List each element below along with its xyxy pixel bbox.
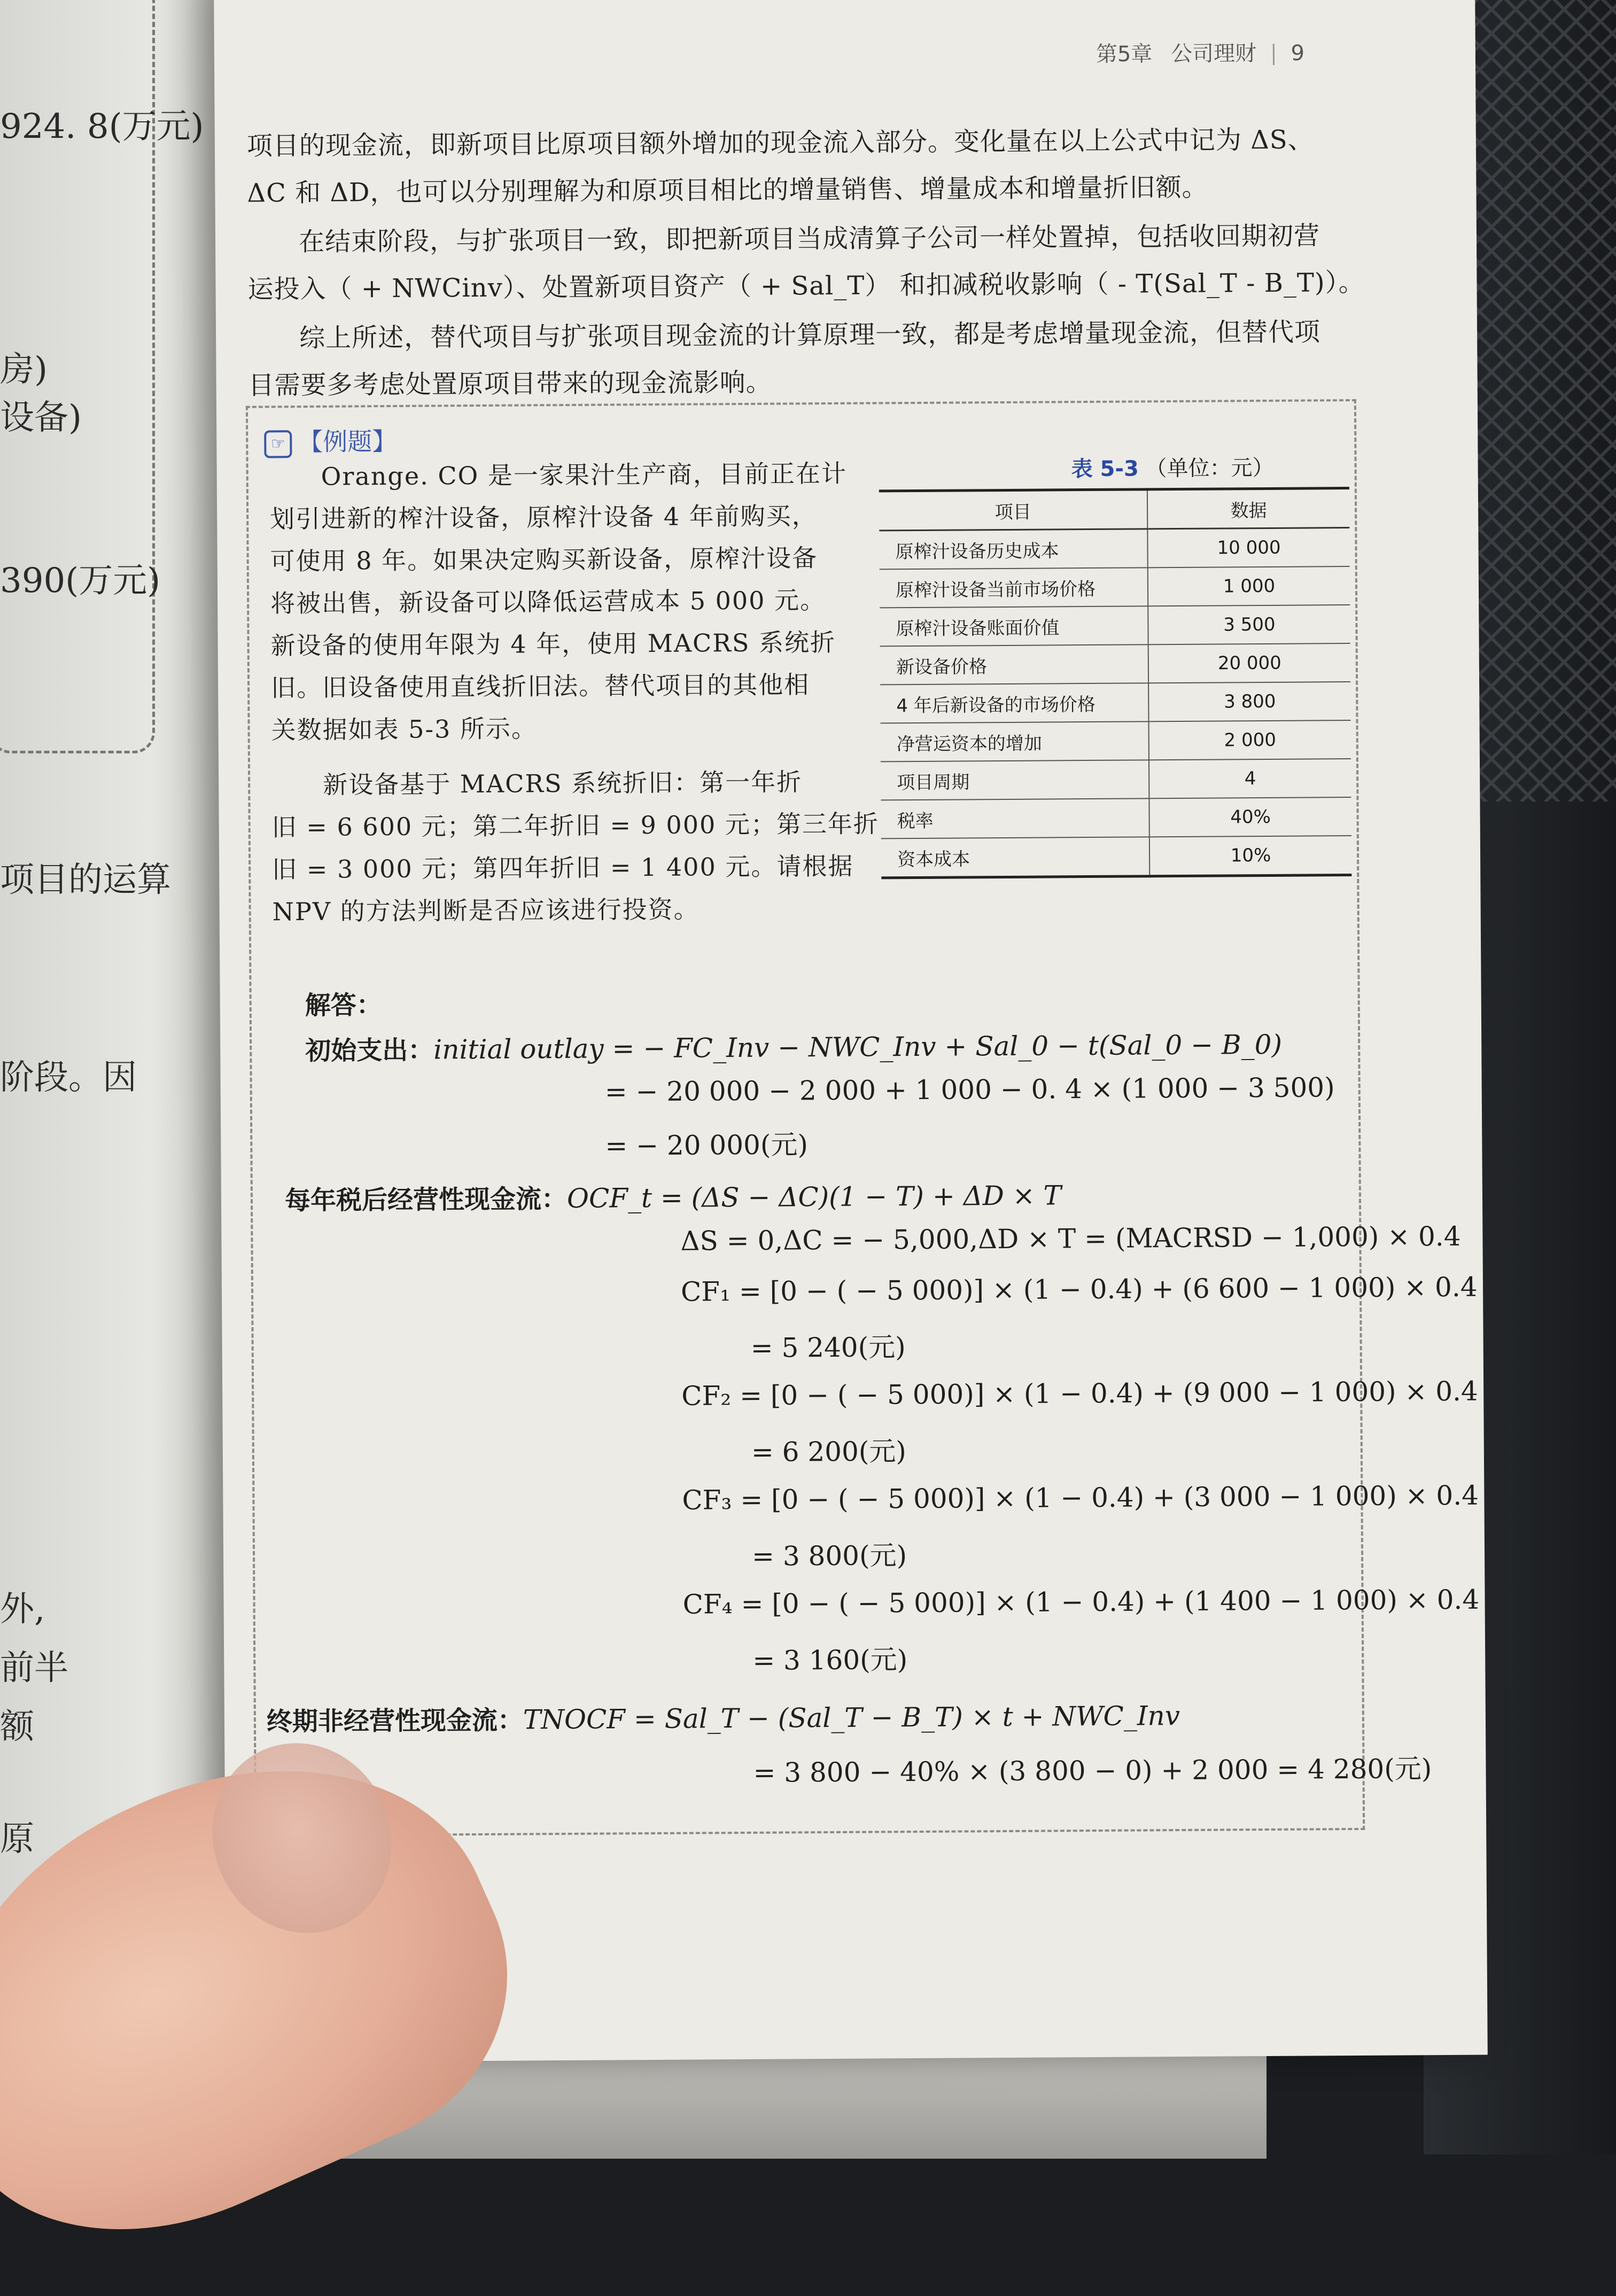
- table-row: [880, 643, 1350, 684]
- left-fragment: 390(万元): [0, 561, 161, 601]
- text-line: 旧。旧设备使用直线折旧法。替代项目的其他相: [270, 670, 810, 703]
- table-caption: [1071, 451, 1273, 482]
- table-header-row: [879, 488, 1349, 531]
- left-fragment: 924. 8(万元): [0, 107, 204, 146]
- left-fragment: 额: [0, 1707, 34, 1747]
- table-row: [880, 605, 1350, 646]
- tnocf-calc: = 3 800 − 40% × (3 800 − 0) + 2 000 = 4 280(元): [753, 1753, 1432, 1788]
- table-cell-value: 1 000: [1148, 566, 1350, 606]
- example-problem-text: [269, 453, 880, 933]
- text-line: 综上所述，替代项目与扩张项目现金流的计算原理一致，都是考虑增量现金流，但替代项: [299, 317, 1321, 354]
- chapter-label: 第5章: [1096, 42, 1153, 67]
- text-line: 旧 = 3 000 元；第四年折旧 = 1 400 元。请根据: [272, 851, 854, 884]
- table-unit: （单位：元）: [1145, 455, 1274, 481]
- table-cell-item: 资本成本: [881, 837, 1149, 878]
- text-line: 目需要多考虑处置原项目带来的现金流影响。: [248, 367, 772, 401]
- text-line: 关数据如表 5-3 所示。: [271, 714, 538, 745]
- left-fragment: 房): [0, 350, 48, 390]
- chapter-title: 公司理财: [1170, 41, 1257, 67]
- table-body: [879, 528, 1351, 878]
- table-cell-item: 4 年后新设备的市场价格: [880, 683, 1148, 723]
- table-row: [879, 528, 1349, 570]
- text-line: 划引进新的榨汁设备，原榨汁设备 4 年前购买，: [270, 501, 818, 534]
- table-cell-value: 20 000: [1148, 643, 1350, 683]
- text-line: Orange. CO 是一家果汁生产商，目前正在计: [321, 458, 848, 491]
- cf2-result: = 6 200(元): [751, 1436, 906, 1468]
- example-box: [246, 399, 1480, 1837]
- left-fragment: 设备): [0, 398, 82, 438]
- solution-heading-text: 解答：: [305, 990, 382, 1021]
- left-fragment: 原: [0, 1819, 34, 1859]
- column-header: 项目: [879, 489, 1147, 531]
- intro-paragraph-1: [247, 115, 1423, 216]
- left-fragment: 项目的运算: [0, 860, 171, 900]
- table-row: [880, 682, 1350, 723]
- initial-outlay-formula: initial outlay = − FC_Inv − NWC_Inv + Sal_0 − t(Sal_0 − B_0): [433, 1029, 1283, 1065]
- table-cell-item: 原榨汁设备当前市场价格: [880, 567, 1148, 608]
- table-cell-value: 40%: [1149, 797, 1351, 837]
- column-header: 数据: [1147, 488, 1349, 529]
- data-table: [879, 487, 1351, 879]
- table-cell-item: 税率: [881, 798, 1149, 838]
- table-cell-value: 2 000: [1149, 720, 1351, 760]
- text-line: 项目的现金流，即新项目比原项目额外增加的现金流入部分。变化量在以上公式中记为 ΔS、: [246, 124, 1314, 161]
- text-line: 运投入（ + NWCinv）、处置新项目资产（ + Sal_T） 和扣减税收影响（ - T(Sal_T - B_T)）。: [247, 267, 1365, 305]
- table-cell-item: 原榨汁设备历史成本: [879, 529, 1147, 570]
- intro-paragraph-2: [247, 212, 1424, 313]
- left-fragment: 前半: [0, 1648, 68, 1688]
- running-header: [1096, 36, 1304, 68]
- text-line: 将被出售，新设备可以降低运营成本 5 000 元。: [270, 586, 826, 618]
- example-title: [264, 422, 397, 458]
- cf4-formula: CF₄ = [0 − ( − 5 000)] × (1 − 0.4) + (1 400 − 1 000) × 0.4: [682, 1584, 1480, 1620]
- ocf-label: 每年税后经营性现金流：: [284, 1184, 568, 1216]
- ocf-given: ΔS = 0,ΔC = − 5,000,ΔD × T = (MACRSD − 1,000) × 0.4: [680, 1220, 1461, 1257]
- table-row: [881, 797, 1351, 838]
- page-number: 9: [1291, 41, 1305, 66]
- pointing-hand-icon: ☞: [264, 430, 292, 458]
- example-title-text: 【例题】: [298, 426, 397, 457]
- table-row: [881, 720, 1351, 761]
- text-line: ΔC 和 ΔD，也可以分别理解为和原项目相比的增量销售、增量成本和增量折旧额。: [247, 172, 1208, 208]
- cf3-formula: CF₃ = [0 − ( − 5 000)] × (1 − 0.4) + (3 000 − 1 000) × 0.4: [682, 1480, 1479, 1516]
- table-cell-value: 10 000: [1147, 528, 1349, 568]
- solution-heading: [305, 984, 382, 1022]
- table-cell-item: 原榨汁设备账面价值: [880, 606, 1148, 646]
- left-fragment: 阶段。因: [0, 1058, 137, 1098]
- table-row: [881, 759, 1351, 800]
- initial-outlay-label: 初始支出：: [305, 1035, 434, 1066]
- table-cell-item: 净营运资本的增加: [881, 721, 1149, 761]
- text-line: NPV 的方法判断是否应该进行投资。: [272, 894, 700, 927]
- table-cell-item: 项目周期: [881, 760, 1149, 800]
- text-line: 在结束阶段，与扩张项目一致，即把新项目当成清算子公司一样处置掉，包括收回期初营: [298, 221, 1320, 258]
- table-cell-value: 4: [1149, 759, 1351, 798]
- cf4-result: = 3 160(元): [752, 1644, 908, 1676]
- ocf-line: [285, 1175, 1061, 1217]
- cf3-result: = 3 800(元): [751, 1540, 907, 1572]
- tnocf-line: [267, 1695, 1180, 1738]
- header-divider: [1273, 44, 1275, 65]
- tnocf-label: 终期非经营性现金流：: [266, 1705, 524, 1737]
- left-fragment: 外,: [0, 1590, 45, 1629]
- text-line: 新设备的使用年限为 4 年，使用 MACRS 系统折: [270, 627, 836, 660]
- tnocf-formula: TNOCF = Sal_T − (Sal_T − B_T) × t + NWC_Inv: [523, 1700, 1180, 1735]
- cf1-formula: CF₁ = [0 − ( − 5 000)] × (1 − 0.4) + (6 600 − 1 000) × 0.4: [680, 1271, 1478, 1307]
- ocf-formula: OCF_t = (ΔS − ΔC)(1 − T) + ΔD × T: [566, 1180, 1062, 1215]
- initial-calc-2: = − 20 000(元): [605, 1129, 809, 1162]
- cf2-formula: CF₂ = [0 − ( − 5 000)] × (1 − 0.4) + (9 000 − 1 000) × 0.4: [681, 1375, 1478, 1412]
- table-cell-value: 3 800: [1148, 682, 1350, 721]
- text-line: 旧 = 6 600 元；第二年折旧 = 9 000 元；第三年折: [271, 809, 880, 842]
- initial-outlay-line: [305, 1024, 1282, 1067]
- intro-paragraph-3: [248, 308, 1424, 409]
- table-cell-item: 新设备价格: [880, 644, 1148, 684]
- table-row: [880, 566, 1350, 608]
- text-line: 新设备基于 MACRS 系统折旧：第一年折: [323, 767, 803, 799]
- initial-calc-1: = − 20 000 − 2 000 + 1 000 − 0. 4 × (1 000 − 3 500): [604, 1072, 1335, 1108]
- table-number: 表 5-3: [1071, 456, 1139, 482]
- table-cell-value: 3 500: [1148, 605, 1350, 644]
- book-page: [214, 0, 1488, 2062]
- text-line: 可使用 8 年。如果决定购买新设备，原榨汁设备: [270, 543, 818, 576]
- cf1-result: = 5 240(元): [750, 1332, 906, 1364]
- table-row: [881, 836, 1351, 878]
- table-cell-value: 10%: [1149, 836, 1351, 876]
